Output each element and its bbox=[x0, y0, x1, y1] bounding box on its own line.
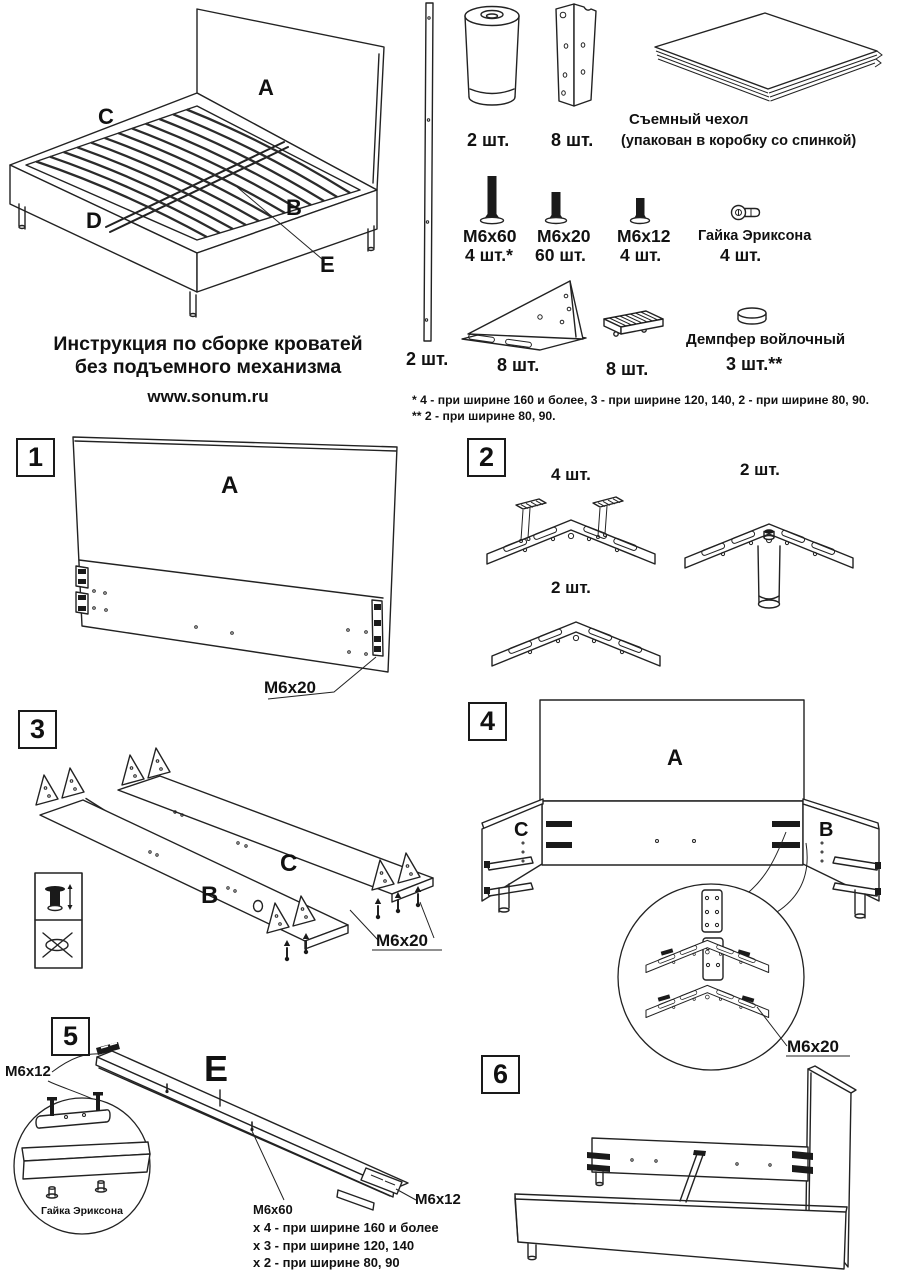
step5-number: 5 bbox=[51, 1017, 90, 1056]
step3-number: 3 bbox=[18, 710, 57, 749]
bed-label-c: C bbox=[98, 104, 114, 129]
step5-beam-label: E bbox=[204, 1048, 229, 1089]
damper-plate-qty: 8 шт. bbox=[606, 359, 649, 379]
step3-rail-c-label: C bbox=[280, 850, 298, 877]
leg-qty: 2 шт. bbox=[467, 130, 510, 150]
footnote-star: * 4 - при ширине 160 и более, 3 - при ширине 120, 140, 2 - при ширине 80, 90. bbox=[412, 393, 870, 407]
part-erikson-nut-icon bbox=[732, 206, 760, 220]
part-bolt-m6x12-icon bbox=[631, 198, 650, 224]
step1-panel-label: A bbox=[221, 472, 239, 499]
bolt-m6x60-name: M6x60 bbox=[463, 226, 517, 246]
felt-damper-name: Демпфер войлочный bbox=[686, 331, 846, 348]
footnote-doublestar: ** 2 - при ширине 80, 90. bbox=[412, 409, 556, 423]
step2-drawing bbox=[487, 497, 853, 666]
step3-legend-box bbox=[35, 873, 82, 968]
step5-nut-label: Гайка Эриксона bbox=[41, 1205, 124, 1217]
step2-qty-dampers: 4 шт. bbox=[551, 465, 591, 484]
step2-number: 2 bbox=[467, 438, 506, 477]
step5-bolt-rule3: x 2 - при ширине 80, 90 bbox=[253, 1255, 400, 1270]
bolt-m6x20-name: M6x20 bbox=[537, 226, 591, 246]
page-title-line2: без подъемного механизма bbox=[74, 356, 342, 378]
page-title-line1: Инструкция по сборке кроватей bbox=[53, 333, 363, 355]
step1-number: 1 bbox=[16, 438, 55, 477]
step2-qty-plain-plates: 2 шт. bbox=[551, 578, 591, 597]
step3-rail-b-label: B bbox=[201, 882, 219, 909]
slat-qty: 2 шт. bbox=[406, 349, 449, 369]
part-corner-bracket-icon bbox=[556, 4, 596, 106]
bolt-m6x12-name: M6x12 bbox=[617, 226, 671, 246]
step5-fastener-left: M6x12 bbox=[5, 1063, 51, 1080]
bed-label-e: E bbox=[320, 252, 335, 277]
part-damper-plate-icon bbox=[604, 311, 663, 336]
bolt-m6x60-qty: 4 шт.* bbox=[465, 245, 513, 265]
part-bolt-m6x20-icon bbox=[546, 192, 567, 224]
cover-note: (упакован в коробку со спинкой) bbox=[621, 133, 857, 149]
website-link[interactable]: www.sonum.ru bbox=[147, 387, 269, 406]
bed-label-b: B bbox=[286, 195, 302, 220]
cover-title: Съемный чехол bbox=[629, 111, 749, 128]
step3-fastener-label: M6x20 bbox=[376, 931, 428, 950]
step2-qty-leg-plates: 2 шт. bbox=[740, 460, 780, 479]
part-bolt-m6x60-icon bbox=[481, 176, 504, 224]
part-side-slat-icon bbox=[424, 3, 433, 341]
erikson-nut-name: Гайка Эриксона bbox=[698, 228, 812, 244]
corner-bracket-qty: 8 шт. bbox=[551, 130, 594, 150]
bolt-m6x20-qty: 60 шт. bbox=[535, 245, 586, 265]
step4-rail-c-label: C bbox=[514, 819, 529, 841]
bolt-m6x12-qty: 4 шт. bbox=[620, 245, 662, 265]
step4-panel-label: A bbox=[667, 745, 683, 770]
step4-rail-b-label: B bbox=[819, 819, 834, 841]
step6-drawing bbox=[515, 1066, 856, 1269]
step5-bolt-rule1: x 4 - при ширине 160 и более bbox=[253, 1220, 439, 1235]
bed-label-a: A bbox=[258, 75, 274, 100]
part-triangle-bracket-icon bbox=[462, 281, 586, 350]
step5-bolt-name: M6x60 bbox=[253, 1202, 293, 1217]
erikson-nut-qty: 4 шт. bbox=[720, 245, 762, 265]
part-cover-icon bbox=[655, 13, 882, 101]
bed-label-d: D bbox=[86, 208, 102, 233]
step4-fastener-label: M6x20 bbox=[787, 1037, 839, 1056]
triangle-bracket-qty: 8 шт. bbox=[497, 355, 540, 375]
step1-fastener-label: M6x20 bbox=[264, 678, 316, 697]
step4-number: 4 bbox=[468, 702, 507, 741]
step5-fastener-right: M6x12 bbox=[415, 1191, 461, 1208]
part-felt-damper-icon bbox=[738, 308, 766, 324]
step5-bolt-rule2: x 3 - при ширине 120, 140 bbox=[253, 1238, 415, 1253]
part-leg-icon bbox=[465, 7, 519, 106]
felt-damper-qty: 3 шт.** bbox=[726, 354, 783, 374]
step6-number: 6 bbox=[481, 1055, 520, 1094]
